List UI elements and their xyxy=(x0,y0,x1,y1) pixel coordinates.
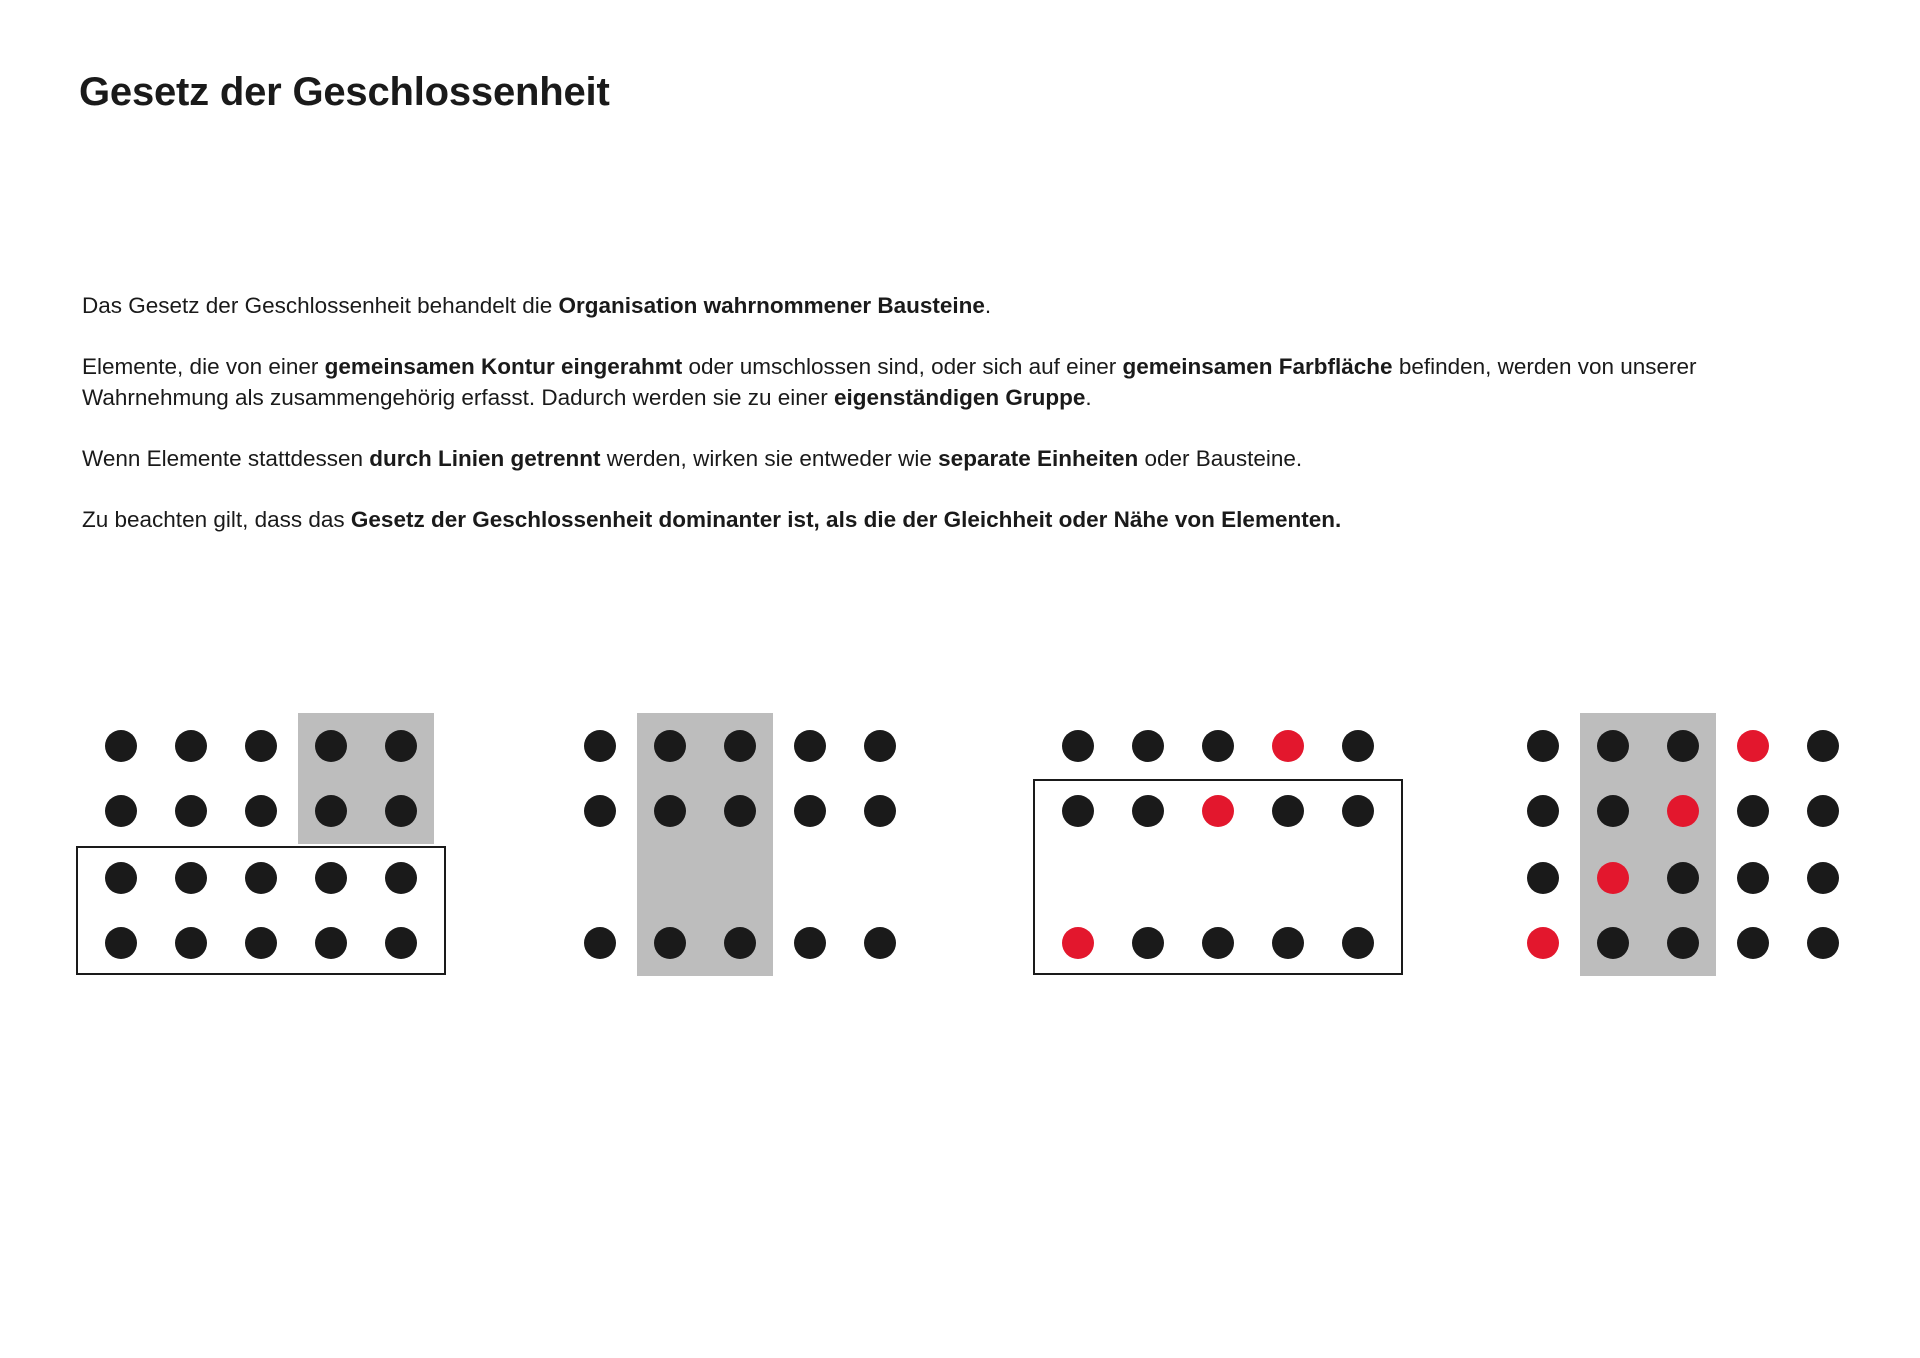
black-dot xyxy=(1737,862,1769,894)
body-text: Zu beachten gilt, dass das xyxy=(82,507,351,532)
red-dot xyxy=(1667,795,1699,827)
black-dot xyxy=(385,927,417,959)
red-dot xyxy=(1737,730,1769,762)
body-text: Das Gesetz der Geschlossenheit behandelt die xyxy=(82,293,559,318)
paragraph-2 xyxy=(82,351,1842,413)
black-dot xyxy=(724,795,756,827)
body-text: . xyxy=(984,293,992,318)
emphasis-text: separate Einheiten xyxy=(938,446,1139,471)
black-dot xyxy=(315,862,347,894)
black-dot xyxy=(175,862,207,894)
black-dot xyxy=(1597,795,1629,827)
paragraph-1 xyxy=(82,290,1842,321)
black-dot xyxy=(864,927,896,959)
black-dot xyxy=(1527,795,1559,827)
black-dot xyxy=(724,730,756,762)
explanation-text xyxy=(82,290,1842,565)
emphasis-text: Organisation wahrnommener Bausteine xyxy=(558,293,985,318)
black-dot xyxy=(385,730,417,762)
black-dot xyxy=(654,795,686,827)
black-dot xyxy=(584,927,616,959)
emphasis-text: eigenständigen Gruppe xyxy=(834,385,1086,410)
red-dot xyxy=(1597,862,1629,894)
red-dot xyxy=(1202,795,1234,827)
black-dot xyxy=(105,927,137,959)
black-dot xyxy=(1807,927,1839,959)
black-dot xyxy=(175,795,207,827)
paragraph-3 xyxy=(82,443,1842,474)
black-dot xyxy=(1667,927,1699,959)
emphasis-text: durch Linien getrennt xyxy=(369,446,601,471)
black-dot xyxy=(794,730,826,762)
black-dot xyxy=(1202,730,1234,762)
emphasis-text: gemeinsamen Farbfläche xyxy=(1122,354,1393,379)
page-title: Gesetz der Geschlossenheit xyxy=(79,70,610,114)
black-dot xyxy=(385,795,417,827)
black-dot xyxy=(1342,795,1374,827)
black-dot xyxy=(1272,927,1304,959)
black-dot xyxy=(1062,730,1094,762)
black-dot xyxy=(1667,862,1699,894)
black-dot xyxy=(1737,795,1769,827)
black-dot xyxy=(1527,862,1559,894)
body-text: befinden, werden von unserer Wahrnehmung als zusammengehörig erfasst. Dadurch werden sie zu einer xyxy=(82,354,1697,410)
black-dot xyxy=(1132,927,1164,959)
black-dot xyxy=(864,795,896,827)
black-dot xyxy=(385,862,417,894)
red-dot xyxy=(1062,927,1094,959)
black-dot xyxy=(315,795,347,827)
red-dot xyxy=(1527,927,1559,959)
black-dot xyxy=(1132,795,1164,827)
black-dot xyxy=(864,730,896,762)
black-dot xyxy=(1202,927,1234,959)
body-text: oder umschlossen sind, oder sich auf einer xyxy=(682,354,1123,379)
black-dot xyxy=(105,795,137,827)
black-dot xyxy=(1342,730,1374,762)
black-dot xyxy=(794,795,826,827)
black-dot xyxy=(315,730,347,762)
black-dot xyxy=(794,927,826,959)
black-dot xyxy=(1272,795,1304,827)
black-dot xyxy=(1667,730,1699,762)
black-dot xyxy=(1807,730,1839,762)
black-dot xyxy=(245,927,277,959)
body-text: werden, wirken sie entweder wie xyxy=(600,446,939,471)
black-dot xyxy=(105,730,137,762)
diagram-1-gray-area xyxy=(298,713,434,844)
black-dot xyxy=(1527,730,1559,762)
black-dot xyxy=(245,862,277,894)
black-dot xyxy=(654,927,686,959)
black-dot xyxy=(584,795,616,827)
black-dot xyxy=(1132,730,1164,762)
black-dot xyxy=(1597,927,1629,959)
black-dot xyxy=(245,795,277,827)
black-dot xyxy=(175,927,207,959)
body-text: oder Bausteine. xyxy=(1138,446,1303,471)
black-dot xyxy=(1807,862,1839,894)
body-text: Elemente, die von einer xyxy=(82,354,325,379)
body-text: . xyxy=(1085,385,1092,410)
black-dot xyxy=(175,730,207,762)
black-dot xyxy=(1737,927,1769,959)
emphasis-text: gemeinsamen Kontur eingerahmt xyxy=(324,354,683,379)
paragraph-4 xyxy=(82,504,1842,535)
black-dot xyxy=(1062,795,1094,827)
black-dot xyxy=(105,862,137,894)
black-dot xyxy=(584,730,616,762)
black-dot xyxy=(654,730,686,762)
black-dot xyxy=(315,927,347,959)
emphasis-text: Gesetz der Geschlossenheit dominanter ist, als die der Gleichheit oder Nähe von Elementen. xyxy=(350,507,1342,532)
black-dot xyxy=(1342,927,1374,959)
black-dot xyxy=(1807,795,1839,827)
black-dot xyxy=(1597,730,1629,762)
closure-examples xyxy=(0,700,1920,1020)
body-text: Wenn Elemente stattdessen xyxy=(82,446,370,471)
black-dot xyxy=(724,927,756,959)
black-dot xyxy=(245,730,277,762)
red-dot xyxy=(1272,730,1304,762)
